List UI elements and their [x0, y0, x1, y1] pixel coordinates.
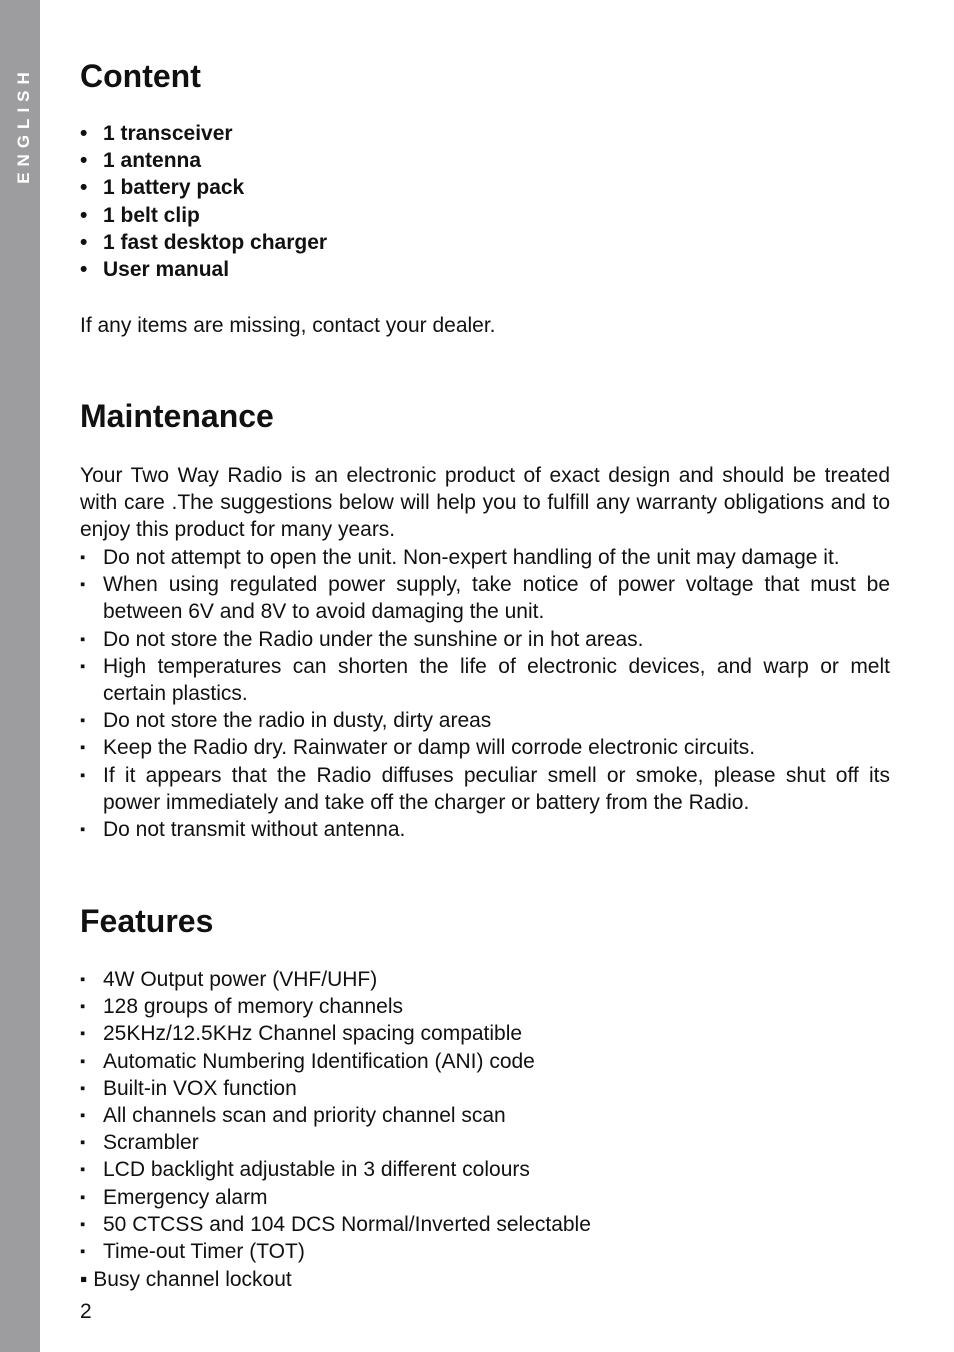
- features-list: [80, 966, 890, 1265]
- language-label: ENGLISH: [14, 66, 33, 184]
- list-item: • 1 antenna: [80, 149, 202, 173]
- list-item: ▪ 50 CTCSS and 104 DCS Normal/Inverted selectable: [80, 1212, 591, 1236]
- content-list: [80, 120, 890, 283]
- list-item: ▪ Do not transmit without antenna.: [80, 818, 406, 842]
- maintenance-list: [80, 544, 890, 843]
- page-number: 2: [80, 1300, 92, 1323]
- language-side-band: [0, 0, 40, 1352]
- list-item: ▪ When using regulated power supply, take notice of power voltage that must be between 6V and 8V to avoid damaging the unit.: [80, 573, 890, 624]
- list-item: ▪ LCD backlight adjustable in 3 different colours: [80, 1158, 530, 1182]
- list-item: ▪ 25KHz/12.5KHz Channel spacing compatible: [80, 1022, 523, 1046]
- list-item: ▪ Do not store the radio in dusty, dirty areas: [80, 709, 492, 733]
- busy-channel-lockout-item: ▪ Busy channel lockout: [80, 1268, 292, 1291]
- maintenance-intro: Your Two Way Radio is an electronic product of exact design and should be treated with care .The suggestions below will help you to fulfill any warranty obligations and to enjoy this product for many years.: [80, 464, 890, 542]
- list-item: • User manual: [80, 258, 230, 282]
- list-item: ▪ Built-in VOX function: [80, 1076, 297, 1100]
- content-heading: Content: [80, 58, 201, 94]
- list-item: ▪ 4W Output power (VHF/UHF): [80, 968, 378, 991]
- list-item: ▪ Do not attempt to open the unit. Non-expert handling of the unit may damage it.: [80, 546, 840, 569]
- missing-items-note: If any items are missing, contact your dealer.: [80, 314, 496, 337]
- list-item: • 1 fast desktop charger: [80, 230, 328, 254]
- list-item: ▪ 128 groups of memory channels: [80, 995, 403, 1019]
- list-item: • 1 transceiver: [80, 122, 233, 145]
- list-item: ▪ All channels scan and priority channel scan: [80, 1104, 506, 1128]
- list-item: ▪ Keep the Radio dry. Rainwater or damp will corrode electronic circuits.: [80, 736, 756, 760]
- list-item: • 1 belt clip: [80, 203, 200, 227]
- list-item: ▪ If it appears that the Radio diffuses peculiar smell or smoke, please shut off its power immediately and take off the charger or battery from the Radio.: [80, 763, 890, 814]
- maintenance-heading: Maintenance: [80, 398, 274, 434]
- list-item: ▪ Automatic Numbering Identification (ANI) code: [80, 1049, 535, 1073]
- features-heading: Features: [80, 903, 214, 939]
- list-item: ▪ Scrambler: [80, 1131, 199, 1155]
- list-item: ▪ Do not store the Radio under the sunshine or in hot areas.: [80, 627, 644, 651]
- list-item: ▪ Time-out Timer (TOT): [80, 1240, 305, 1264]
- list-item: ▪ Emergency alarm: [80, 1185, 268, 1209]
- list-item: • 1 battery pack: [80, 176, 245, 200]
- list-item: ▪ High temperatures can shorten the life of electronic devices, and warp or melt certain plastics.: [80, 654, 890, 706]
